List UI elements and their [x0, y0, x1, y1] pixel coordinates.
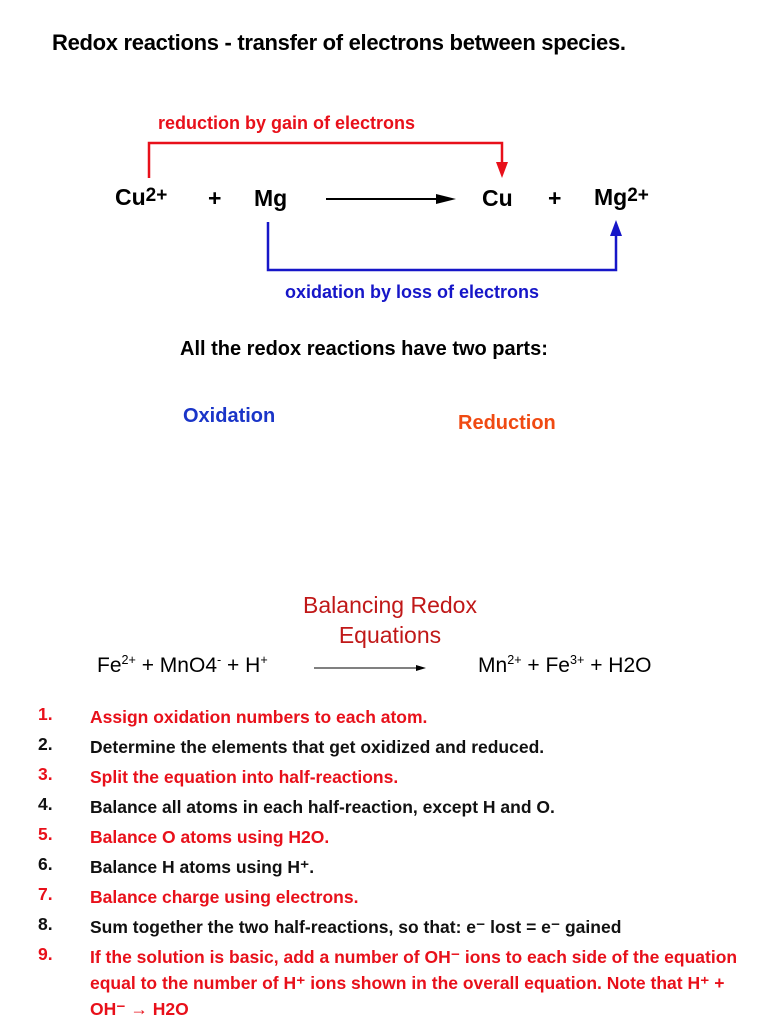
mg2-species — [594, 184, 649, 210]
reduction-arrow — [149, 143, 502, 178]
cu2-charge: 2+ — [145, 185, 168, 206]
step-number: 6. — [38, 854, 53, 874]
product-h2o: + H2O — [584, 654, 652, 677]
redox-reaction-diagram — [0, 100, 768, 320]
step-number: 3. — [38, 764, 53, 784]
step-text: Determine the elements that get oxidized and reduced. — [90, 737, 545, 757]
step-text: If the solution is basic, add a number of OH⁻ ions to each side of the equation equal to the number of H⁺ ions shown in the overall equation. Note that H⁺ + OH⁻ → H2O — [90, 947, 738, 1019]
step-number: 1. — [38, 704, 53, 724]
oxidation-arrowhead — [610, 220, 622, 236]
step-text: Balance charge using electrons. — [90, 887, 359, 907]
cu2-species — [115, 184, 167, 210]
cu2-symbol: Cu — [115, 184, 146, 210]
charge: 2+ — [507, 653, 522, 667]
page-title: Redox reactions - transfer of electrons between species. — [52, 30, 626, 55]
reduction-label: reduction by gain of electrons — [158, 113, 416, 133]
cu-species: Cu — [482, 185, 513, 211]
oxidation-arrow — [268, 222, 616, 270]
charge: 2+ — [121, 653, 136, 667]
reduction-arrowhead — [496, 162, 508, 178]
reactant-h: + H — [221, 654, 261, 677]
mg2-charge: 2+ — [627, 185, 649, 206]
charge: - — [217, 653, 222, 667]
balancing-title-line-1: Balancing Redox — [303, 592, 477, 618]
reduction-label-text: Reduction — [458, 412, 556, 434]
balancing-title-line-2: Equations — [338, 622, 442, 648]
step-number: 7. — [38, 884, 53, 904]
reaction-arrowhead — [436, 194, 456, 204]
step-text: Balance all atoms in each half-reaction, except H and O. — [90, 797, 555, 817]
plus-sign: + — [548, 185, 562, 211]
equation-arrow — [314, 662, 426, 674]
product-fe: + Fe — [521, 654, 570, 677]
step-text: Sum together the two half-reactions, so that: e⁻ lost = e⁻ gained — [90, 917, 622, 937]
step-number: 9. — [38, 944, 53, 964]
oxidation-label-text: Oxidation — [183, 405, 276, 427]
mg2-symbol: Mg — [594, 184, 628, 210]
step-number: 5. — [38, 824, 53, 844]
step-number: 4. — [38, 794, 53, 814]
equation-products — [478, 654, 651, 678]
plus-sign: + — [208, 185, 222, 211]
step-number: 8. — [38, 914, 53, 934]
reactant-fe: Fe — [97, 654, 122, 677]
product-mn: Mn — [478, 654, 508, 677]
reactant-mno4: + MnO4 — [135, 654, 217, 677]
two-parts-heading: All the redox reactions have two parts: — [180, 338, 548, 360]
charge: 3+ — [570, 653, 585, 667]
equation-reactants — [97, 654, 268, 678]
step-text: Balance H atoms using H⁺. — [90, 857, 315, 877]
step-text: Split the equation into half-reactions. — [90, 767, 399, 787]
mg-species: Mg — [254, 185, 288, 211]
charge: + — [260, 653, 268, 667]
oxidation-label: oxidation by loss of electrons — [285, 282, 540, 302]
step-number: 2. — [38, 734, 53, 754]
step-text: Assign oxidation numbers to each atom. — [90, 707, 428, 727]
step-text: Balance O atoms using H2O. — [90, 827, 330, 847]
